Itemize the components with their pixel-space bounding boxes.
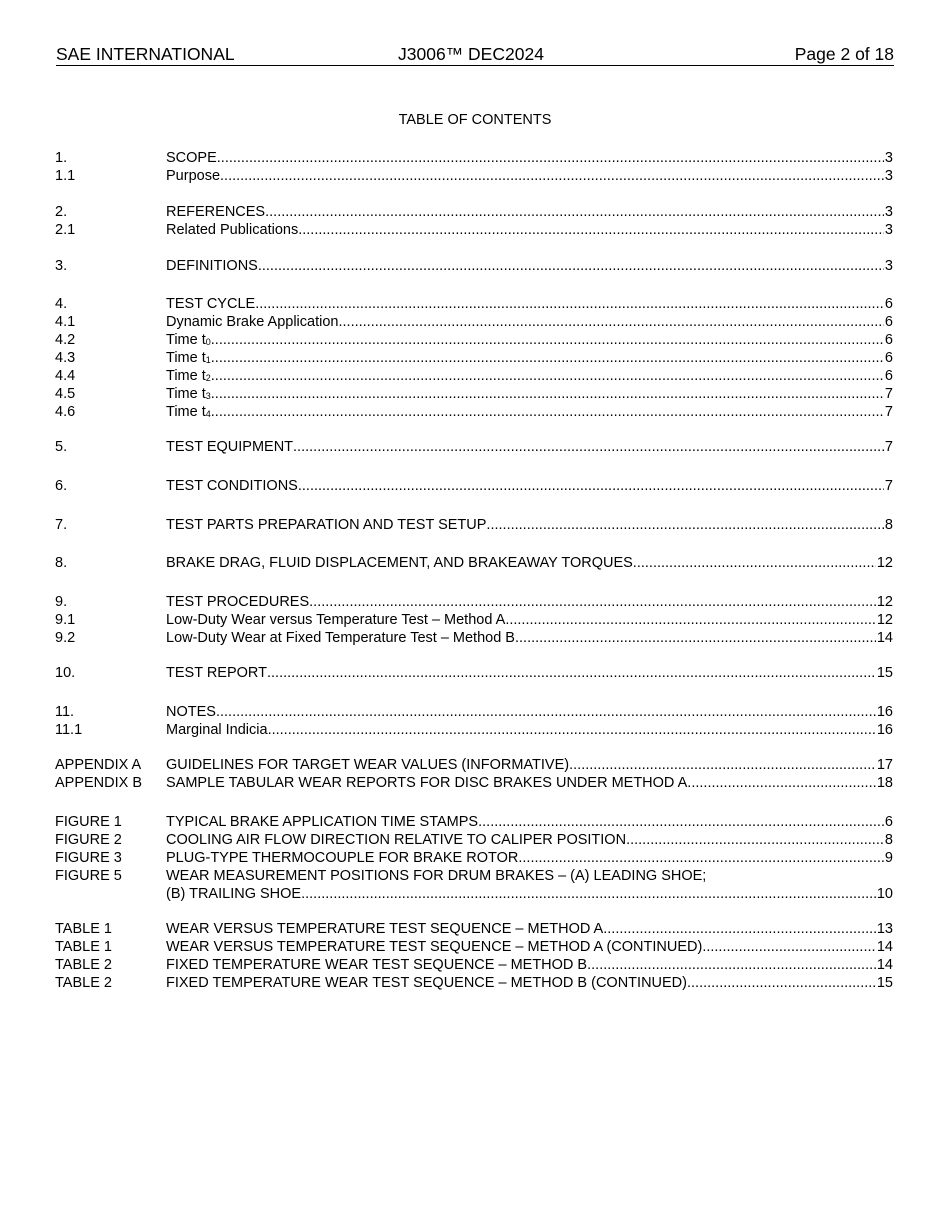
toc-entry-number: 5. bbox=[55, 439, 68, 455]
toc-entry-title: (B) TRAILING SHOE bbox=[166, 886, 302, 902]
toc-entry[interactable] bbox=[55, 221, 893, 239]
toc-entry[interactable] bbox=[55, 593, 893, 611]
toc-entry-number: 9.2 bbox=[55, 630, 76, 646]
toc-entry[interactable] bbox=[55, 149, 893, 167]
toc-entry-title: WEAR MEASUREMENT POSITIONS FOR DRUM BRAKES – (A) LEADING SHOE; bbox=[166, 868, 707, 884]
toc-entry-title: Time $t_4$ bbox=[166, 404, 211, 420]
toc-entry[interactable] bbox=[55, 167, 893, 185]
toc-entry-number: APPENDIX B bbox=[55, 775, 143, 791]
toc-entry[interactable] bbox=[55, 849, 893, 867]
toc-entry[interactable] bbox=[55, 367, 893, 385]
toc-entry-number: FIGURE 3 bbox=[55, 850, 122, 866]
dot-leader bbox=[293, 438, 884, 456]
toc-entry-title: NOTES bbox=[166, 704, 216, 720]
toc-entry-number: 4.4 bbox=[55, 368, 76, 384]
toc-entry-page: 15 bbox=[876, 975, 893, 991]
toc-entry-page: 10 bbox=[876, 886, 893, 902]
toc-entry-number: 2. bbox=[55, 204, 68, 220]
toc-entry-page: 14 bbox=[876, 957, 893, 973]
toc-entry-number: TABLE 2 bbox=[55, 975, 112, 991]
toc-entry-page: 12 bbox=[876, 594, 893, 610]
toc-title: TABLE OF CONTENTS bbox=[398, 112, 552, 128]
toc-entry-number: 3. bbox=[55, 258, 68, 274]
dot-leader bbox=[268, 721, 876, 739]
toc-entry-title: Time $t_0$ bbox=[166, 332, 211, 348]
dot-leader bbox=[211, 367, 884, 385]
toc-entry-title: TEST CONDITIONS bbox=[166, 478, 298, 494]
dot-leader bbox=[626, 831, 884, 849]
toc-entry-title: TYPICAL BRAKE APPLICATION TIME STAMPS bbox=[166, 814, 479, 830]
header-standard: J3006™ DEC2024 bbox=[398, 44, 544, 64]
toc-entry-page: 7 bbox=[884, 386, 893, 402]
toc-entry-title: Time $t_1$ bbox=[166, 350, 211, 366]
toc-entry[interactable] bbox=[55, 721, 893, 739]
toc-entry[interactable] bbox=[55, 774, 893, 792]
dot-leader bbox=[603, 920, 876, 938]
dot-leader bbox=[518, 849, 884, 867]
toc-entry[interactable] bbox=[55, 974, 893, 992]
toc-entry-page: 12 bbox=[876, 612, 893, 628]
toc-entry-page: 6 bbox=[884, 314, 893, 330]
dot-leader bbox=[211, 385, 884, 403]
toc-entry[interactable] bbox=[55, 385, 893, 403]
header-page-number: Page 2 of 18 bbox=[794, 44, 894, 64]
toc-entry-title: Low-Duty Wear at Fixed Temperature Test – Method B bbox=[166, 630, 515, 646]
dot-leader bbox=[687, 774, 876, 792]
toc-entry-title: FIXED TEMPERATURE WEAR TEST SEQUENCE – METHOD B bbox=[166, 957, 588, 973]
toc-entry-page: 7 bbox=[884, 478, 893, 494]
toc-entry-number: 4.2 bbox=[55, 332, 76, 348]
dot-leader bbox=[265, 203, 884, 221]
dot-leader bbox=[211, 331, 884, 349]
toc-entry[interactable] bbox=[55, 438, 893, 456]
dot-leader bbox=[220, 167, 884, 185]
toc-entry-page: 8 bbox=[884, 832, 893, 848]
toc-entry-title: Time $t_3$ bbox=[166, 386, 211, 402]
toc-entry[interactable] bbox=[55, 403, 893, 421]
toc-entry-number: 9. bbox=[55, 594, 68, 610]
toc-entry-page: 3 bbox=[884, 150, 893, 166]
toc-entry-page: 3 bbox=[884, 168, 893, 184]
toc-entry-title: TEST PROCEDURES bbox=[166, 594, 310, 610]
toc-entry-page: 18 bbox=[876, 775, 893, 791]
dot-leader bbox=[217, 149, 884, 167]
toc-entry-page: 9 bbox=[884, 850, 893, 866]
toc-entry-page: 3 bbox=[884, 258, 893, 274]
toc-entry-title: Marginal Indicia bbox=[166, 722, 268, 738]
toc-entry-page: 8 bbox=[884, 517, 893, 533]
toc-entry-number: 4.1 bbox=[55, 314, 76, 330]
toc-entry-number: 11.1 bbox=[55, 722, 83, 738]
toc-entry-page: 6 bbox=[884, 368, 893, 384]
dot-leader bbox=[515, 629, 876, 647]
toc-entry[interactable] bbox=[55, 203, 893, 221]
toc-entry-number: 4.3 bbox=[55, 350, 76, 366]
dot-leader bbox=[478, 813, 884, 831]
dot-leader bbox=[211, 349, 884, 367]
toc-entry-page: 16 bbox=[876, 704, 893, 720]
toc-entry-number: 11. bbox=[55, 704, 75, 720]
toc-entry-title: TEST PARTS PREPARATION AND TEST SETUP bbox=[166, 517, 487, 533]
toc-entry[interactable] bbox=[55, 703, 893, 721]
toc-entry[interactable] bbox=[55, 813, 893, 831]
toc-entry-title: TEST CYCLE bbox=[166, 296, 256, 312]
dot-leader bbox=[216, 703, 876, 721]
dot-leader bbox=[258, 257, 884, 275]
toc-entry-page: 3 bbox=[884, 222, 893, 238]
dot-leader bbox=[338, 313, 883, 331]
toc-entry[interactable] bbox=[55, 313, 893, 331]
toc-entry-number: 10. bbox=[55, 665, 76, 681]
dot-leader bbox=[687, 974, 876, 992]
toc-entry-number: 1. bbox=[55, 150, 68, 166]
toc-entry[interactable] bbox=[55, 938, 893, 956]
toc-entry-title: WEAR VERSUS TEMPERATURE TEST SEQUENCE – METHOD A (CONTINUED) bbox=[166, 939, 703, 955]
toc-entry-page: 6 bbox=[884, 332, 893, 348]
toc-entry[interactable] bbox=[55, 756, 893, 774]
toc-entry-number: 2.1 bbox=[55, 222, 76, 238]
toc-entry-number: FIGURE 1 bbox=[55, 814, 122, 830]
toc-entry-number: 4.5 bbox=[55, 386, 76, 402]
toc-entry-title: FIXED TEMPERATURE WEAR TEST SEQUENCE – METHOD B (CONTINUED) bbox=[166, 975, 687, 991]
toc-entry[interactable] bbox=[55, 257, 893, 275]
toc-entry[interactable] bbox=[55, 349, 893, 367]
toc-entry-title: GUIDELINES FOR TARGET WEAR VALUES (INFORMATIVE) bbox=[166, 757, 570, 773]
toc-entry-page: 15 bbox=[876, 665, 893, 681]
toc-entry-title: TEST EQUIPMENT bbox=[166, 439, 294, 455]
dot-leader bbox=[702, 938, 876, 956]
toc-entry-number: FIGURE 5 bbox=[55, 868, 122, 884]
toc-entry-title: REFERENCES bbox=[166, 204, 266, 220]
toc-entry[interactable] bbox=[55, 516, 893, 534]
toc-entry-title: SAMPLE TABULAR WEAR REPORTS FOR DISC BRAKES UNDER METHOD A bbox=[166, 775, 688, 791]
dot-leader bbox=[267, 664, 876, 682]
toc-entry-number: 4. bbox=[55, 296, 68, 312]
toc-entry-page: 17 bbox=[876, 757, 893, 773]
toc-entry-page: 6 bbox=[884, 350, 893, 366]
toc-entry[interactable] bbox=[55, 867, 893, 885]
toc-entry-number: 7. bbox=[55, 517, 68, 533]
toc-entry-title: SCOPE bbox=[166, 150, 217, 166]
toc-entry[interactable] bbox=[55, 554, 893, 572]
toc-entry-number: 9.1 bbox=[55, 612, 76, 628]
toc-entry-number: APPENDIX A bbox=[55, 757, 142, 773]
toc-entry[interactable] bbox=[55, 611, 893, 629]
toc-entry[interactable] bbox=[55, 920, 893, 938]
toc-entry-title: Dynamic Brake Application bbox=[166, 314, 339, 330]
toc-entry-page: 14 bbox=[876, 630, 893, 646]
toc-entry[interactable] bbox=[55, 477, 893, 495]
toc-entry-number: TABLE 2 bbox=[55, 957, 112, 973]
dot-leader bbox=[486, 516, 884, 534]
toc-entry-page: 16 bbox=[876, 722, 893, 738]
dot-leader bbox=[569, 756, 876, 774]
toc-entry-page: 6 bbox=[884, 296, 893, 312]
toc-entry[interactable] bbox=[55, 629, 893, 647]
dot-leader bbox=[298, 477, 884, 495]
toc-entry-title: TEST REPORT bbox=[166, 665, 267, 681]
toc-entry-title: Related Publications bbox=[166, 222, 299, 238]
toc-entry[interactable] bbox=[55, 295, 893, 313]
dot-leader bbox=[309, 593, 876, 611]
dot-leader bbox=[301, 885, 876, 903]
toc-entry-number: FIGURE 2 bbox=[55, 832, 122, 848]
toc-entry-title: BRAKE DRAG, FLUID DISPLACEMENT, AND BRAKEAWAY TORQUES bbox=[166, 555, 633, 571]
toc-entry-number: 8. bbox=[55, 555, 68, 571]
toc-entry-page: 7 bbox=[884, 439, 893, 455]
header-org: SAE INTERNATIONAL bbox=[56, 44, 235, 64]
toc-entry-title: Purpose bbox=[166, 168, 221, 184]
dot-leader bbox=[505, 611, 876, 629]
toc-entry-number: TABLE 1 bbox=[55, 939, 112, 955]
toc-entry-page: 14 bbox=[876, 939, 893, 955]
toc-entry-title: DEFINITIONS bbox=[166, 258, 258, 274]
toc-entry[interactable] bbox=[55, 956, 893, 974]
toc-entry[interactable] bbox=[55, 331, 893, 349]
toc-entry-page: 3 bbox=[884, 204, 893, 220]
toc-entry-title: Time $t_2$ bbox=[166, 368, 211, 384]
toc-entry-continuation[interactable] bbox=[55, 885, 893, 903]
toc-entry-page: 6 bbox=[884, 814, 893, 830]
dot-leader bbox=[587, 956, 876, 974]
toc-entry[interactable] bbox=[55, 831, 893, 849]
toc-entry-number: 1.1 bbox=[55, 168, 76, 184]
toc-entry-number: 4.6 bbox=[55, 404, 76, 420]
toc-entry-title: COOLING AIR FLOW DIRECTION RELATIVE TO CALIPER POSITION bbox=[166, 832, 627, 848]
toc-entry-page: 7 bbox=[884, 404, 893, 420]
toc-entry-title: PLUG-TYPE THERMOCOUPLE FOR BRAKE ROTOR bbox=[166, 850, 519, 866]
toc-entry-number: 6. bbox=[55, 478, 68, 494]
dot-leader bbox=[211, 403, 884, 421]
toc-entry-title: WEAR VERSUS TEMPERATURE TEST SEQUENCE – METHOD A bbox=[166, 921, 604, 937]
toc-entry-page: 13 bbox=[876, 921, 893, 937]
toc-entry-number: TABLE 1 bbox=[55, 921, 112, 937]
toc-entry-title: Low-Duty Wear versus Temperature Test – Method A bbox=[166, 612, 506, 628]
dot-leader bbox=[255, 295, 884, 313]
toc-entry[interactable] bbox=[55, 664, 893, 682]
dot-leader bbox=[298, 221, 884, 239]
toc-entry-page: 12 bbox=[876, 555, 893, 571]
dot-leader bbox=[633, 554, 876, 572]
